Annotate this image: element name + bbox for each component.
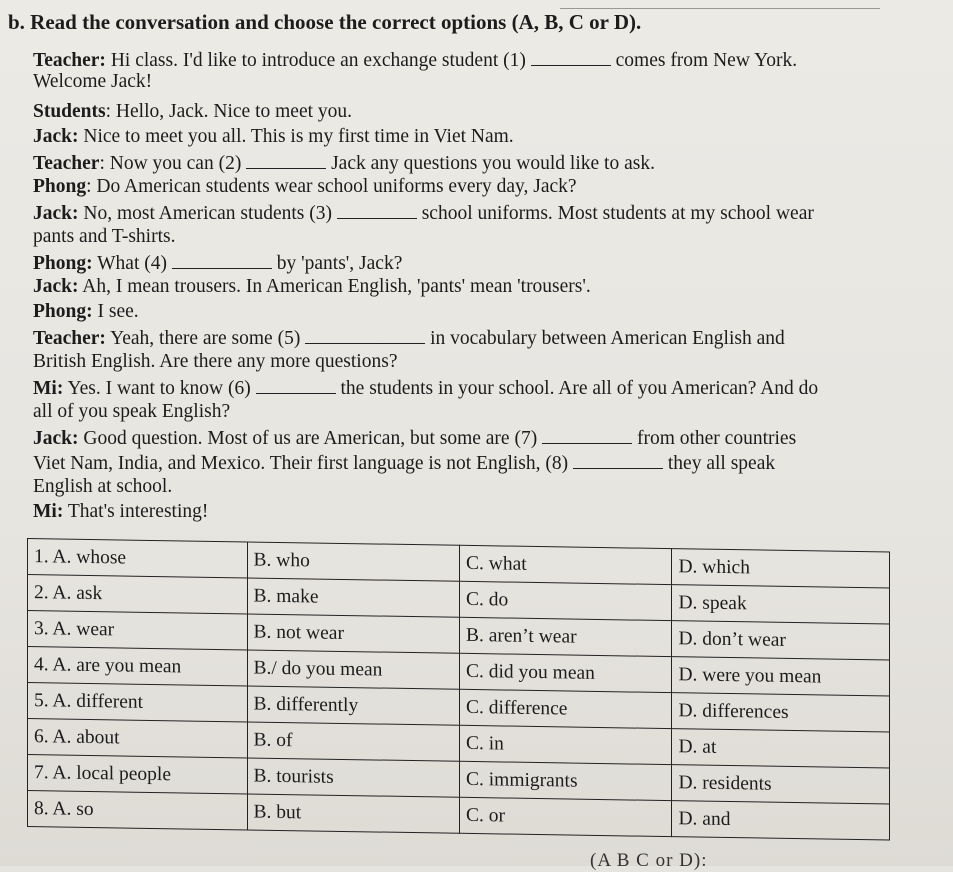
top-rule [560, 8, 880, 9]
option-cell[interactable]: D. at [672, 729, 890, 768]
option-cell[interactable]: B./ do you mean [247, 650, 459, 689]
blank-7[interactable] [542, 425, 632, 444]
line-12 [33, 325, 785, 351]
options-table [27, 538, 890, 841]
line-16 [33, 425, 796, 451]
option-cell[interactable]: 7. A. local people [28, 755, 248, 794]
speaker: Phong [33, 176, 87, 197]
option-cell[interactable]: D. differences [672, 693, 890, 732]
option-cell[interactable]: D. which [672, 549, 890, 588]
option-cell[interactable]: B. of [247, 722, 459, 761]
option-cell[interactable]: 5. A. different [28, 683, 248, 722]
line-text: they all speak [663, 453, 776, 474]
option-cell[interactable]: D. don’t wear [672, 621, 890, 660]
option-cell[interactable]: C. or [459, 797, 671, 836]
cut-off-next-heading: (A B C or D): [590, 850, 708, 871]
blank-8[interactable] [573, 450, 663, 469]
line-text: Yes. I want to know (6) [63, 378, 256, 399]
line-7 [33, 200, 814, 226]
line-text: No, most American students (3) [78, 203, 337, 224]
option-cell[interactable]: C. in [459, 725, 671, 764]
option-cell[interactable]: 8. A. so [28, 791, 248, 830]
option-cell[interactable]: C. did you mean [459, 653, 671, 692]
line-text: by 'pants', Jack? [271, 253, 403, 274]
option-cell[interactable]: 3. A. wear [28, 611, 248, 650]
option-cell[interactable]: D. residents [672, 765, 890, 804]
speaker: Phong: [33, 301, 93, 322]
line-11 [33, 300, 139, 324]
speaker: Mi: [33, 378, 64, 399]
line-text: Good question. Most of us are American, but some are (7) [78, 428, 543, 449]
speaker: Mi: [33, 501, 64, 522]
line-text: Yeah, there are some (5) [105, 328, 306, 349]
speaker: Jack: [33, 126, 79, 147]
line-15: all of you speak English? [33, 401, 231, 422]
line-text: That's interesting! [63, 501, 209, 522]
blank-3[interactable] [337, 200, 417, 219]
option-cell[interactable]: D. speak [672, 585, 890, 624]
line-17 [33, 450, 775, 476]
blank-6[interactable] [256, 375, 336, 394]
option-cell[interactable]: B. make [247, 578, 459, 617]
exercise-heading: b. Read the conversation and choose the correct options (A, B, C or D). [8, 10, 642, 34]
speaker: Students [33, 101, 106, 122]
option-cell[interactable]: D. were you mean [672, 657, 890, 696]
speaker: Jack: [33, 276, 79, 297]
line-text: from other countries [632, 428, 797, 449]
line-5 [33, 150, 655, 176]
option-cell[interactable]: B. aren’t wear [459, 617, 671, 656]
line-text: : Now you can (2) [99, 153, 247, 174]
option-cell[interactable]: 4. A. are you mean [28, 647, 248, 686]
line-text: Viet Nam, India, and Mexico. Their first language is not English, (8) [33, 453, 574, 474]
option-cell[interactable]: C. do [459, 581, 671, 620]
line-text: I see. [92, 301, 139, 322]
line-text: Jack any questions you would like to ask. [326, 153, 655, 174]
line-9 [33, 250, 402, 276]
option-cell[interactable]: C. difference [459, 689, 671, 728]
option-cell[interactable]: 6. A. about [28, 719, 248, 758]
line-text: Ah, I mean trousers. In American English, 'pants' mean 'trousers'. [78, 276, 591, 297]
line-text: What (4) [92, 253, 172, 274]
line-10 [33, 275, 591, 299]
option-cell[interactable]: B. tourists [247, 758, 459, 797]
line-19 [33, 500, 208, 524]
option-cell[interactable]: B. differently [247, 686, 459, 725]
speaker: Teacher [33, 153, 100, 174]
line-text: in vocabulary between American English and [425, 328, 785, 349]
line-6 [33, 175, 577, 199]
line-8: pants and T-shirts. [33, 226, 176, 247]
blank-5[interactable] [305, 325, 425, 344]
option-cell[interactable]: B. but [247, 794, 459, 833]
speaker: Phong: [33, 253, 93, 274]
line-13: British English. Are there any more questions? [33, 351, 398, 372]
blank-1[interactable] [531, 47, 611, 66]
speaker: Teacher: [33, 328, 106, 349]
speaker: Teacher: [33, 50, 106, 71]
speaker: Jack: [33, 203, 79, 224]
line-4 [33, 125, 514, 149]
option-cell[interactable]: 2. A. ask [28, 575, 248, 614]
line-text: Nice to meet you all. This is my first time in Viet Nam. [78, 126, 514, 147]
line-18: English at school. [33, 476, 173, 497]
line-text: : Hello, Jack. Nice to meet you. [105, 101, 353, 122]
line-3 [33, 100, 352, 124]
option-cell[interactable]: 1. A. whose [28, 539, 248, 578]
line-text: comes from New York. [610, 50, 798, 71]
line-14 [33, 375, 818, 401]
option-cell[interactable]: B. who [247, 542, 459, 581]
blank-2[interactable] [246, 150, 326, 169]
line-2: Welcome Jack! [33, 71, 153, 92]
line-text: Hi class. I'd like to introduce an exchange student (1) [105, 50, 531, 71]
blank-4[interactable] [172, 250, 272, 269]
speaker: Jack: [33, 428, 79, 449]
line-text: the students in your school. Are all of you American? And do [335, 378, 819, 399]
line-text: school uniforms. Most students at my school wear [416, 203, 814, 224]
option-cell[interactable]: D. and [672, 801, 890, 840]
option-cell[interactable]: C. what [459, 545, 671, 584]
line-text: : Do American students wear school uniforms every day, Jack? [86, 176, 577, 197]
option-cell[interactable]: B. not wear [247, 614, 459, 653]
option-cell[interactable]: C. immigrants [459, 761, 671, 800]
